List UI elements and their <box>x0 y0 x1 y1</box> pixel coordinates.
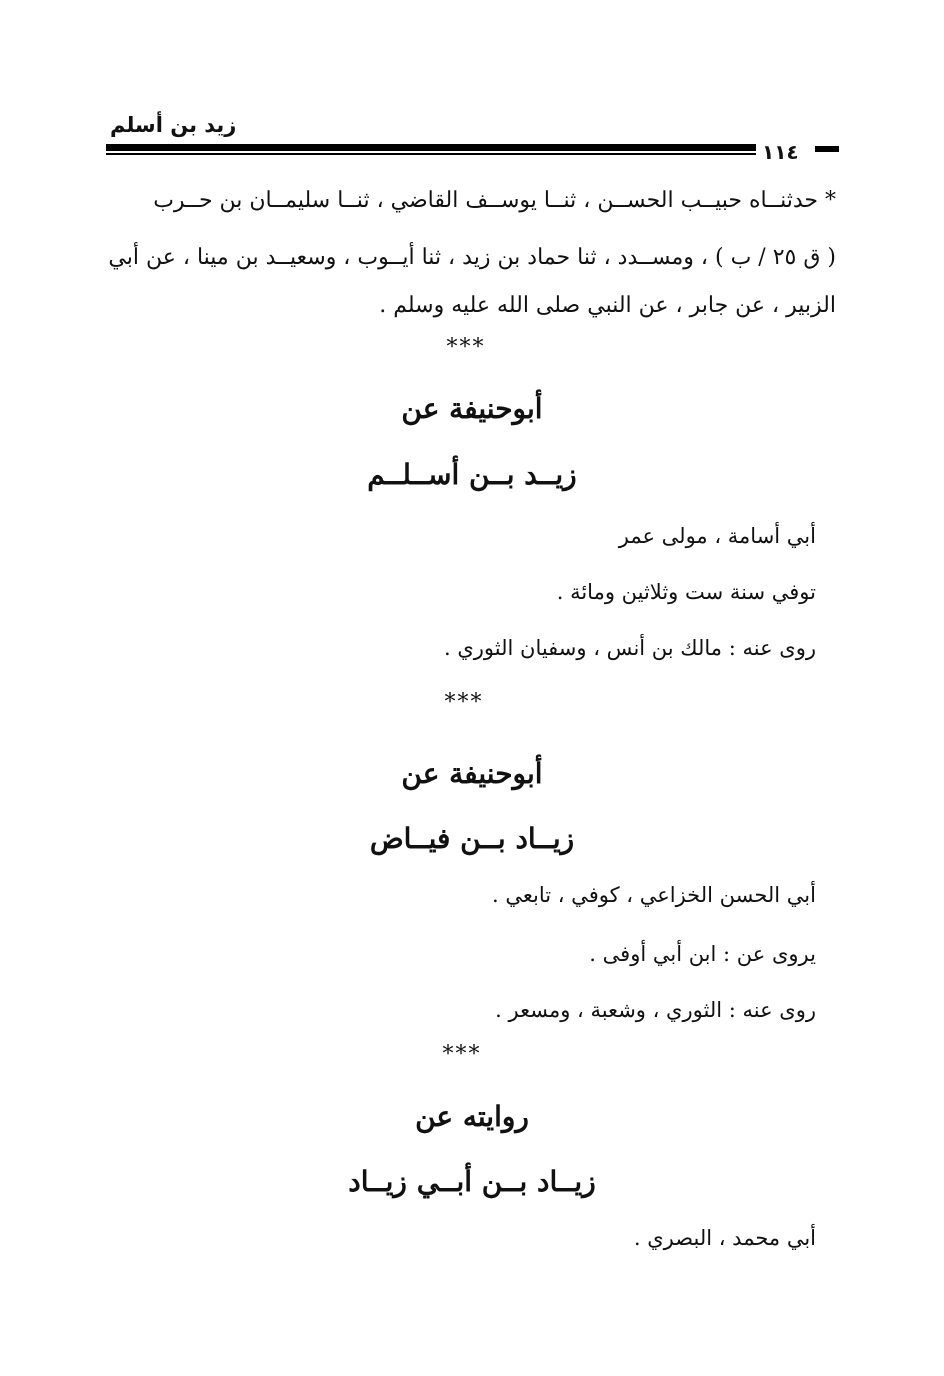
header-rule-right <box>815 146 839 152</box>
separator-stars: *** <box>446 335 486 360</box>
section-heading-3: روايته عن <box>415 1100 529 1133</box>
section-1-line-2: توفي سنة ست وثلاثين ومائة . <box>556 580 816 604</box>
intro-line-3: الزبير ، عن جابر ، عن النبي صلى الله عليه وسلم . <box>379 293 836 318</box>
section-1-line-3: روى عنه : مالك بن أنس ، وسفيان الثوري . <box>444 636 816 660</box>
section-1-line-1: أبي أسامة ، مولى عمر <box>618 524 816 548</box>
section-2-line-2: يروى عن : ابن أبي أوفى . <box>589 942 816 966</box>
page-number: ١١٤ <box>762 140 799 164</box>
section-heading-1: أبوحنيفة عن <box>401 392 543 425</box>
section-heading-2: أبوحنيفة عن <box>401 757 543 790</box>
section-2-line-1: أبي الحسن الخزاعي ، كوفي ، تابعي . <box>491 883 816 907</box>
intro-line-2: ( ق ٢٥ / ب ) ، ومســدد ، ثنا حماد بن زيد ، ثنا أيــوب ، وسعيــد بن مينا ، عن أبي <box>108 245 836 270</box>
separator-stars: *** <box>444 690 484 715</box>
section-name-1: زيــد بــن أســلــم <box>367 458 577 491</box>
section-name-2: زيــاد بــن فيــاض <box>369 822 575 855</box>
header-rule-thin <box>106 153 756 155</box>
header-rule-thick <box>106 144 756 151</box>
section-3-line-1: أبي محمد ، البصري . <box>633 1226 816 1250</box>
intro-line-1: * حدثنــاه حبيــب الحســن ، ثنــا يوســف القاضي ، ثنــا سليمــان بن حــرب <box>153 188 836 213</box>
section-2-line-3: روى عنه : الثوري ، وشعبة ، ومسعر . <box>495 998 816 1022</box>
separator-stars: *** <box>442 1042 482 1067</box>
section-name-3: زيــاد بــن أبــي زيــاد <box>348 1165 596 1198</box>
running-title: زيد بن أسلم <box>110 113 237 137</box>
